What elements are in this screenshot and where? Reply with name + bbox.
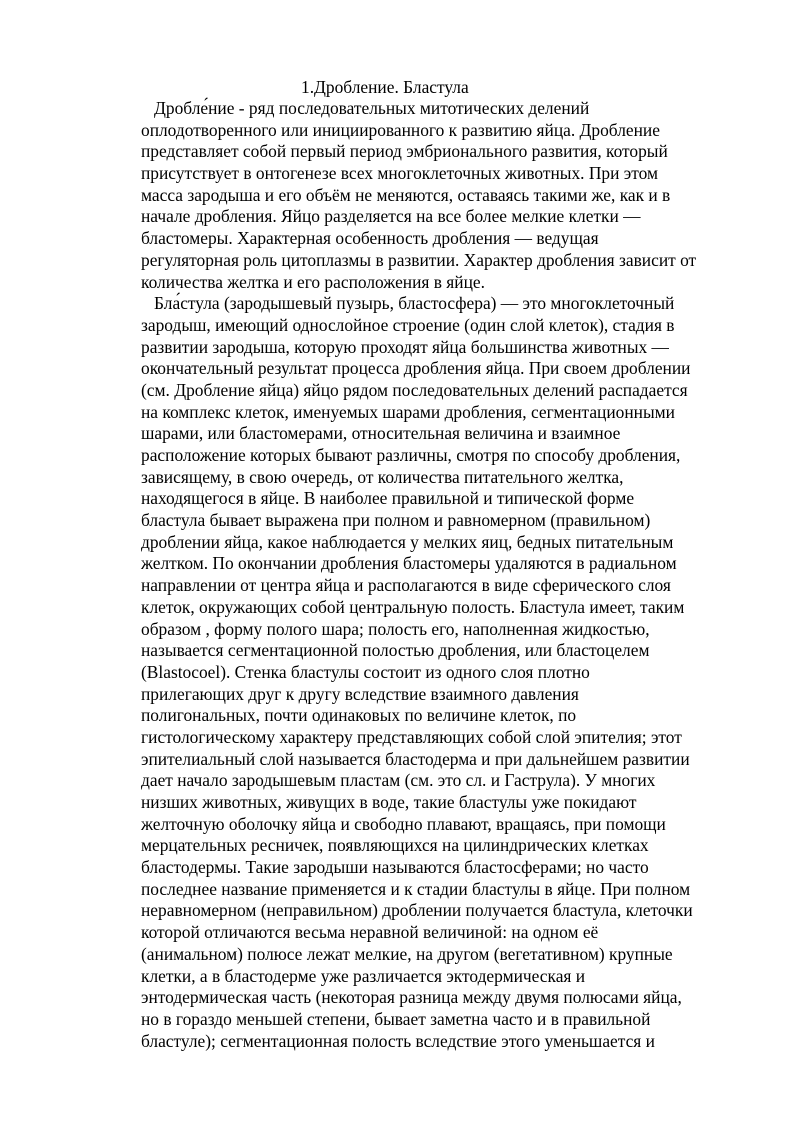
- document-title: 1.Дробление. Бластула: [301, 77, 469, 97]
- text-line: низших животных, живущих в воде, такие бластулы уже покидают: [141, 792, 637, 812]
- text-line: желточную оболочку яйца и свободно плавают, вращаясь, при помощи: [141, 813, 666, 834]
- text-line: бластомеры. Характерная особенность дробления — ведущая: [141, 228, 599, 249]
- text-line: которой отличаются весьма неравной величиной: на одном её: [141, 922, 599, 943]
- text-line: зародыш, имеющий однослойное строение (один слой клеток), стадия в: [141, 314, 675, 335]
- text-line: последнее название применяется и к стадии бластулы в яйце. При полном: [141, 878, 691, 899]
- text-line: направлении от центра яйца и располагаются в виде сферического слоя: [141, 575, 671, 596]
- document-body: [141, 98, 781, 1052]
- text-line: присутствует в онтогенезе всех многоклеточных животных. При этом: [141, 163, 658, 184]
- text-line: бластодермы. Такие зародыши называются бластосферами; но часто: [141, 857, 649, 878]
- text-line: на комплекс клеток, именуемых шарами дробления, сегментационными: [141, 401, 675, 422]
- text-line: бластула бывает выражена при полном и равномерном (правильном): [141, 510, 651, 531]
- text-line: дроблении яйца, какое наблюдается у мелких яиц, бедных питательным: [141, 531, 674, 552]
- text-line: мерцательных ресничек, появляющихся на цилиндрических клетках: [141, 835, 649, 856]
- text-line: гистологическому характеру представляющих собой слой эпителия; этот: [141, 726, 682, 747]
- text-line: расположение которых бывают различны, смотря по способу дробления,: [141, 445, 681, 465]
- text-line: клетки, а в бластодерме уже различается эктодермическая и: [141, 965, 586, 986]
- text-line: дает начало зародышевым пластам (см. это сл. и Гаструла). У многих: [141, 770, 656, 791]
- text-line: регуляторная роль цитоплазмы в развитии. Характер дробления зависит от: [141, 249, 697, 270]
- text-line: неравномерном (неправильном) дроблении получается бластула, клеточки: [141, 900, 693, 921]
- text-line: масса зародыша и его объём не меняются, оставаясь такими же, как и в: [141, 184, 671, 205]
- text-line: желтком. По окончании дробления бластомеры удаляются в радиальном: [141, 553, 677, 574]
- text-line: окончательный результат процесса дробления яйца. При своем дроблении: [141, 358, 691, 379]
- text-line: развитии зародыша, которую проходят яйца большинства животных —: [141, 336, 669, 357]
- text-line: представляет собой первый период эмбрионального развития, который: [141, 141, 668, 162]
- text-line: образом , форму полого шара; полость его, наполненная жидкостью,: [141, 618, 650, 639]
- text-line: эпителиальный слой называется бластодерма и при дальнейшем развитии: [141, 748, 690, 769]
- text-line: бластуле); сегментационная полость вследствие этого уменьшается и: [141, 1030, 655, 1051]
- text-line: (анимальном) полюсе лежат мелкие, на другом (вегетативном) крупные: [141, 943, 673, 964]
- text-line: Дробле́ние - ряд последовательных митотических делений: [141, 98, 590, 118]
- text-line: (Blastocoel). Стенка бластулы состоит из одного слоя плотно: [141, 661, 590, 682]
- text-line: но в гораздо меньшей степени, бывает заметна часто и в правильной: [141, 1008, 651, 1029]
- text-line: (см. Дробление яйца) яйцо рядом последовательных делений распадается: [141, 379, 688, 400]
- text-line: полигональных, почти одинаковых по величине клеток, по: [141, 705, 577, 726]
- text-line: находящегося в яйце. В наиболее правильной и типической форме: [141, 488, 635, 509]
- text-line: клеток, окружающих собой центральную полость. Бластула имеет, таким: [141, 596, 685, 617]
- text-line: энтодермическая часть (некоторая разница между двумя полюсами яйца,: [141, 987, 682, 1008]
- text-line: зависящему, в свою очередь, от количества питательного желтка,: [141, 466, 624, 487]
- text-line: количества желтка и его расположения в яйце.: [141, 271, 485, 292]
- text-line: шарами, или бластомерами, относительная величина и взаимное: [141, 423, 621, 444]
- text-line: начале дробления. Яйцо разделяется на все более мелкие клетки —: [141, 206, 641, 227]
- text-line: оплодотворенного или инициированного к развитию яйца. Дробление: [141, 119, 660, 140]
- text-line: прилегающих друг к другу вследствие взаимного давления: [141, 683, 579, 704]
- text-line: Бла́стула (зародышевый пузырь, бластосфера) — это многоклеточный: [141, 293, 675, 314]
- text-line: называется сегментационной полостью дробления, или бластоцелем: [141, 640, 650, 661]
